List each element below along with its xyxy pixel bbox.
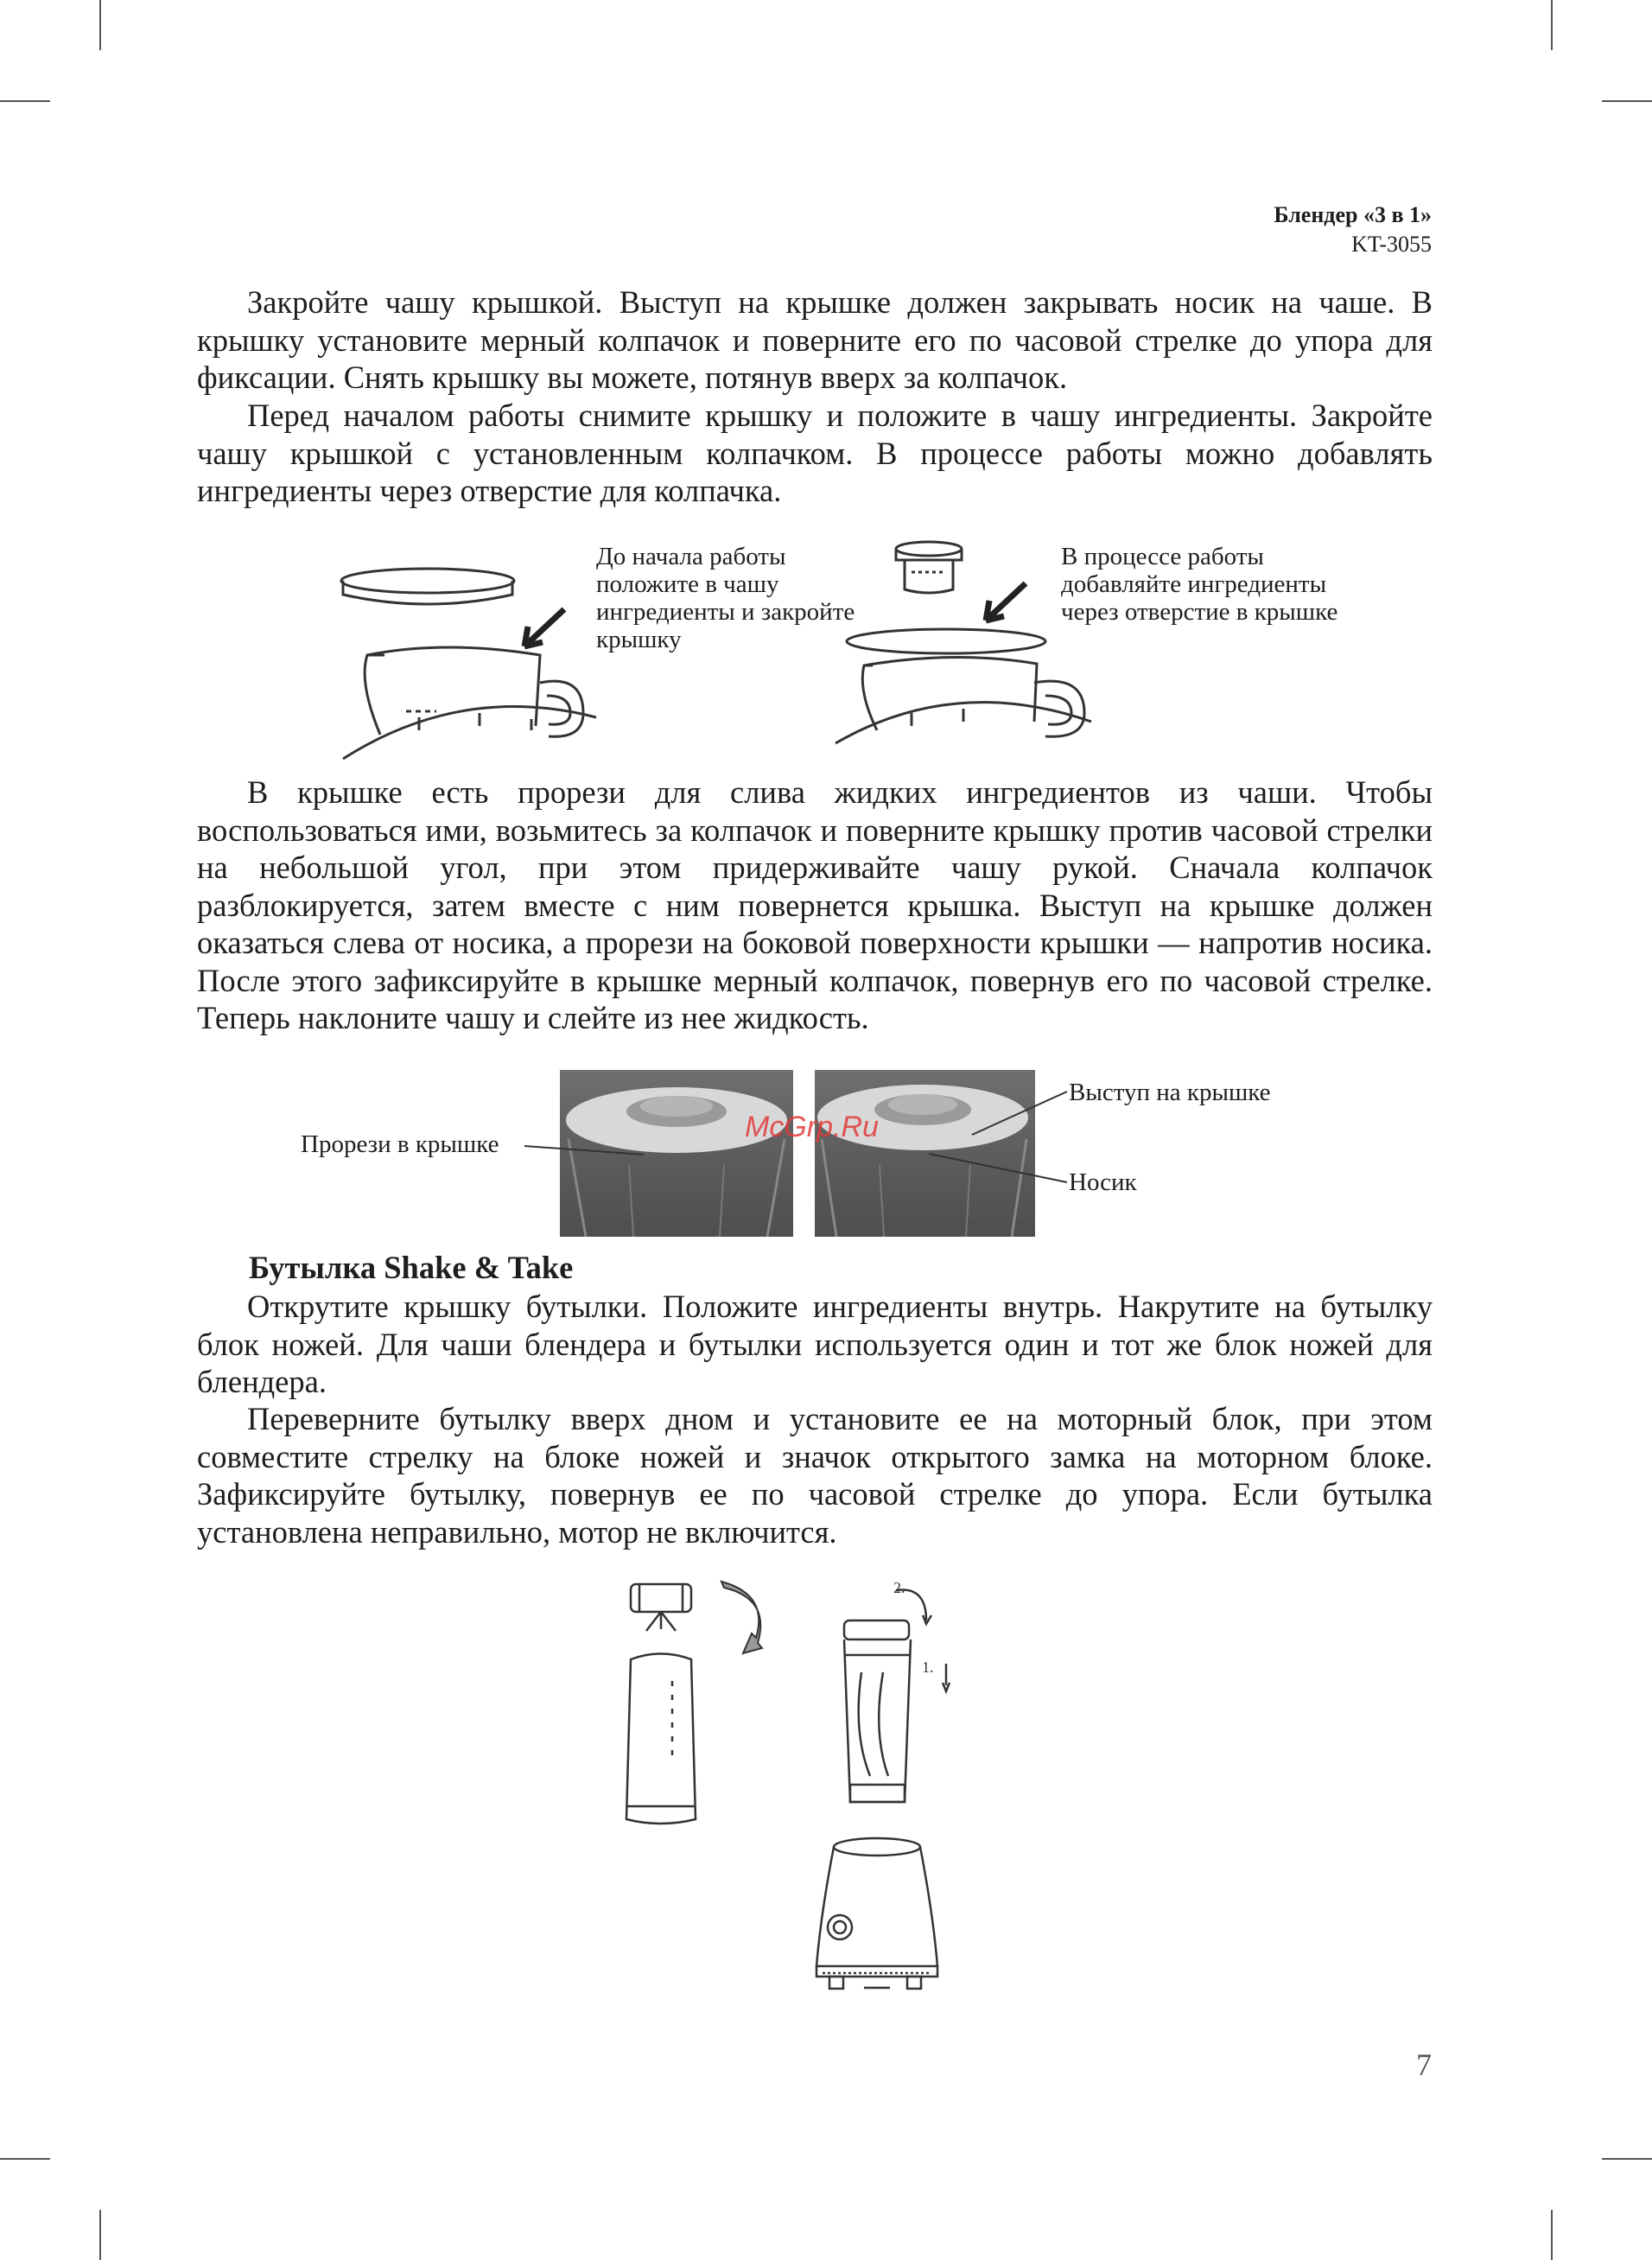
step-label-2: 2. bbox=[893, 1579, 905, 1596]
crop-mark bbox=[1551, 2210, 1553, 2260]
paragraph-close-lid: Закройте чашу крышкой. Выступ на крышке должен закрывать носик на чаше. В крышку установите мерный колпачок и поверните его по часовой стрелке до упора для фиксации. Снять крышку вы можете, потянув вверх за колпачок. bbox=[197, 284, 1433, 395]
figure-lid-before bbox=[333, 553, 600, 761]
crop-mark bbox=[0, 100, 50, 102]
running-header bbox=[1274, 201, 1432, 259]
figure1-caption-right: В процессе работы добавляйте ингредиенты через отверстие в крышке bbox=[1061, 543, 1338, 626]
figure-motor-base bbox=[812, 1837, 942, 1996]
label-spout: Носик bbox=[1069, 1168, 1137, 1196]
crop-mark bbox=[1602, 100, 1652, 102]
paragraph-drain-slots: В крышке есть прорези для слива жидких ингредиентов из чаши. Чтобы воспользоваться ими, возьмитесь за колпачок и поверните крышку против часовой стрелки на небольшой угол, при этом придерживайте чашу рукой. Сначала колпачок разблокируется, затем вместе с ним повернется крышка. Выступ на крышке должен оказаться слева от носика, а прорези на боковой поверхности крышки — напротив носика. После этого зафиксируйте в крышке мерный колпачок, повернув его по часовой стрелке. Теперь наклоните чашу и слейте из нее жидкость. bbox=[197, 774, 1433, 1035]
crop-mark bbox=[1602, 2158, 1652, 2160]
label-lid-slots: Прорези в крышке bbox=[301, 1130, 499, 1158]
crop-mark bbox=[99, 0, 101, 50]
figure-bottle-inverted bbox=[831, 1577, 969, 1819]
crop-mark bbox=[99, 2210, 101, 2260]
label-lid-ledge: Выступ на крышке bbox=[1069, 1079, 1271, 1106]
page-number: 7 bbox=[1416, 2047, 1432, 2082]
watermark: McGrp.Ru bbox=[745, 1111, 879, 1143]
step-label-1: 1. bbox=[922, 1658, 934, 1676]
header-title: Блендер «3 в 1» bbox=[1274, 202, 1432, 227]
crop-mark bbox=[0, 2158, 50, 2160]
crop-mark bbox=[1551, 0, 1553, 50]
paragraph-bottle-unscrew: Открутите крышку бутылки. Положите ингредиенты внутрь. Накрутите на бутылку блок ножей. Для чаши блендера и бутылки используется один и тот же блок ножей для блендера. bbox=[197, 1289, 1433, 1399]
paragraph-bottle-install: Переверните бутылку вверх дном и установите ее на моторный блок, при этом совместите стрелку на блоке ножей и значок открытого замка на моторном блоке. Зафиксируйте бутылку, повернув ее по часовой стрелке до упора. Если бутылка установлена неправильно, мотор не включится. bbox=[197, 1401, 1433, 1550]
section-heading-bottle: Бутылка Shake & Take bbox=[249, 1250, 574, 1285]
figure1-caption-left: До начала работы положите в чашу ингредиенты и закройте крышку bbox=[596, 543, 855, 653]
header-model: KT-3055 bbox=[1351, 232, 1432, 257]
figure-bottle-blade-unit bbox=[622, 1577, 773, 1828]
figure-lid-during bbox=[834, 536, 1093, 752]
paragraph-before-start: Перед началом работы снимите крышку и положите в чашу ингредиенты. Закройте чашу крышкой с установленным колпачком. В процессе работы можно добавлять ингредиенты через отверстие для колпачка. bbox=[197, 398, 1433, 508]
